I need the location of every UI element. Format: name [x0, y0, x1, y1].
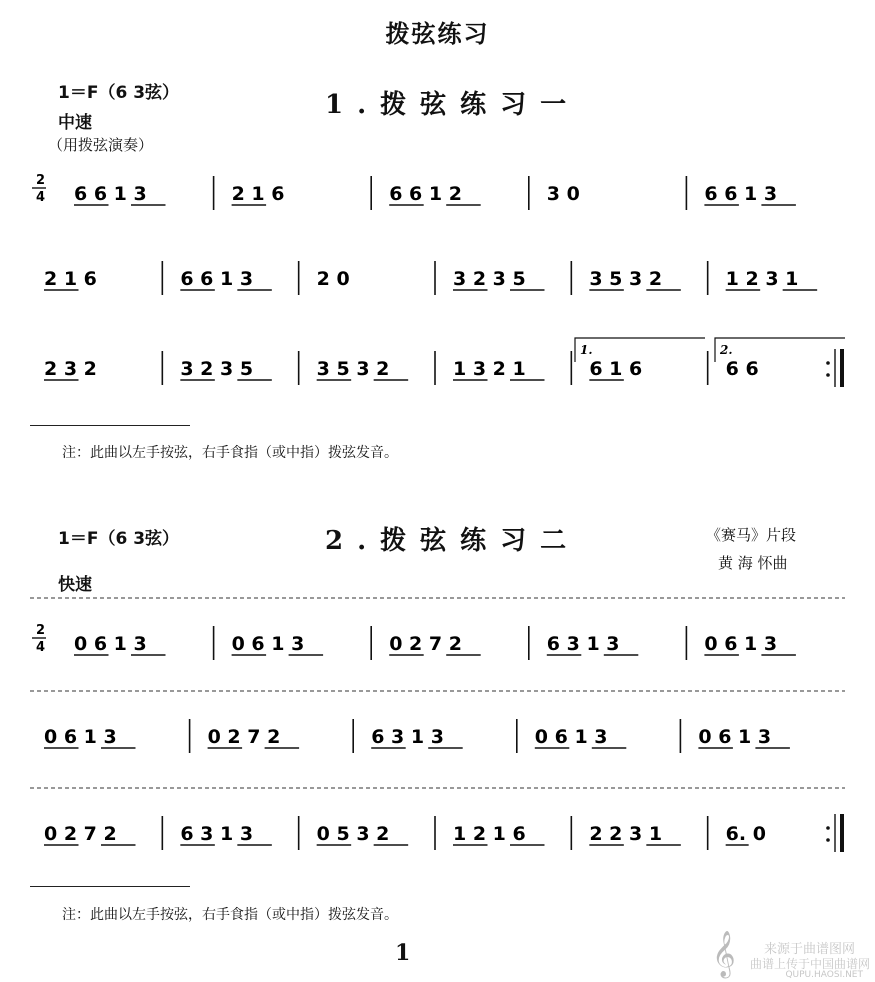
footnote-rule-1	[30, 425, 190, 426]
ending-label-1: 1.	[580, 343, 593, 357]
measure-notes: 0 6 1 3	[231, 633, 305, 655]
piece-title-1: 1.拨弦练习一	[325, 90, 581, 120]
tempo-marking-2: 快速	[58, 575, 92, 595]
measure-notes: 6 6 1 3	[180, 268, 254, 290]
footnote-rule-2	[30, 886, 190, 887]
measure-notes: 0 6 1 3	[74, 633, 147, 655]
tempo-marking-1: 中速	[58, 113, 92, 133]
measure-notes: 6 1 6	[589, 358, 643, 380]
measure-notes: 6 6 1 2	[389, 183, 462, 205]
measure-notes: 3 0	[546, 183, 580, 205]
measure-notes: 6. 0	[725, 823, 766, 845]
repeat-dot	[826, 826, 830, 830]
measure-notes: 1 2 1 6	[453, 823, 526, 845]
piece-title-2: 2.拨弦练习二	[325, 526, 581, 556]
measure-notes: 2 0	[316, 268, 350, 290]
footnote-1: 注：此曲以左手按弦，右手食指（或中指）拨弦发音。	[62, 445, 398, 461]
measure-notes: 6 6 1 3	[74, 183, 147, 205]
footnote-2: 注：此曲以左手按弦，右手食指（或中指）拨弦发音。	[62, 907, 398, 923]
time-signature-top: 2	[36, 173, 46, 188]
final-barline-thick	[840, 349, 844, 387]
measure-notes: 2 1 6	[44, 268, 97, 290]
measure-notes: 6 3 1 3	[371, 726, 444, 748]
measure-notes: 3 2 3 5	[180, 358, 254, 380]
ending-label-2: 2.	[720, 343, 733, 357]
time-signature-top: 2	[36, 623, 46, 638]
score-system-1	[0, 150, 875, 430]
treble-clef-icon: 𝄞	[712, 931, 736, 977]
time-signature-bottom: 4	[36, 640, 46, 655]
measure-notes: 0 2 7 2	[389, 633, 462, 655]
measure-notes: 2 1 6	[231, 183, 285, 205]
measure-notes: 0 6 1 3	[44, 726, 117, 748]
watermark-line3: QUPU.HAOSI.NET	[785, 970, 863, 980]
score-system-2	[0, 595, 875, 885]
key-signature-1: 1＝F（6 3弦）	[58, 83, 180, 103]
measure-notes: 6 3 1 3	[546, 633, 620, 655]
measure-notes: 3 5 3 2	[589, 268, 663, 290]
final-barline-thick	[840, 814, 844, 852]
measure-notes: 6 6 1 3	[704, 183, 778, 205]
measure-notes: 3 2 3 5	[453, 268, 526, 290]
measure-notes: 0 6 1 3	[698, 726, 772, 748]
measure-notes: 0 6 1 3	[534, 726, 608, 748]
measure-notes: 0 5 3 2	[316, 823, 390, 845]
source-label: 《赛马》片段	[706, 526, 797, 544]
measure-notes: 0 2 7 2	[207, 726, 281, 748]
measure-notes: 1 2 3 1	[725, 268, 799, 290]
measure-notes: 0 2 7 2	[44, 823, 117, 845]
key-signature-2: 1＝F（6 3弦）	[58, 529, 180, 549]
watermark-line2: 曲谱上传于中国曲谱网	[749, 957, 870, 971]
measure-notes: 2 3 2	[44, 358, 97, 380]
time-signature-bottom: 4	[36, 190, 46, 205]
repeat-dot	[826, 361, 830, 365]
page-title: 拨弦练习	[385, 19, 490, 48]
measure-notes: 1 3 2 1	[453, 358, 526, 380]
measure-notes: 6 3 1 3	[180, 823, 254, 845]
composer-label: 黄 海 怀曲	[718, 554, 788, 572]
page-number: 1	[395, 940, 411, 966]
measure-notes: 6 6	[725, 358, 759, 380]
performance-instruction: （用拨弦演奏）	[48, 136, 154, 154]
repeat-dot	[826, 373, 830, 377]
measure-notes: 2 2 3 1	[589, 823, 663, 845]
watermark-line1: 来源于曲谱图网	[763, 942, 855, 957]
measure-notes: 0 6 1 3	[704, 633, 778, 655]
measure-notes: 3 5 3 2	[316, 358, 390, 380]
repeat-dot	[826, 838, 830, 842]
